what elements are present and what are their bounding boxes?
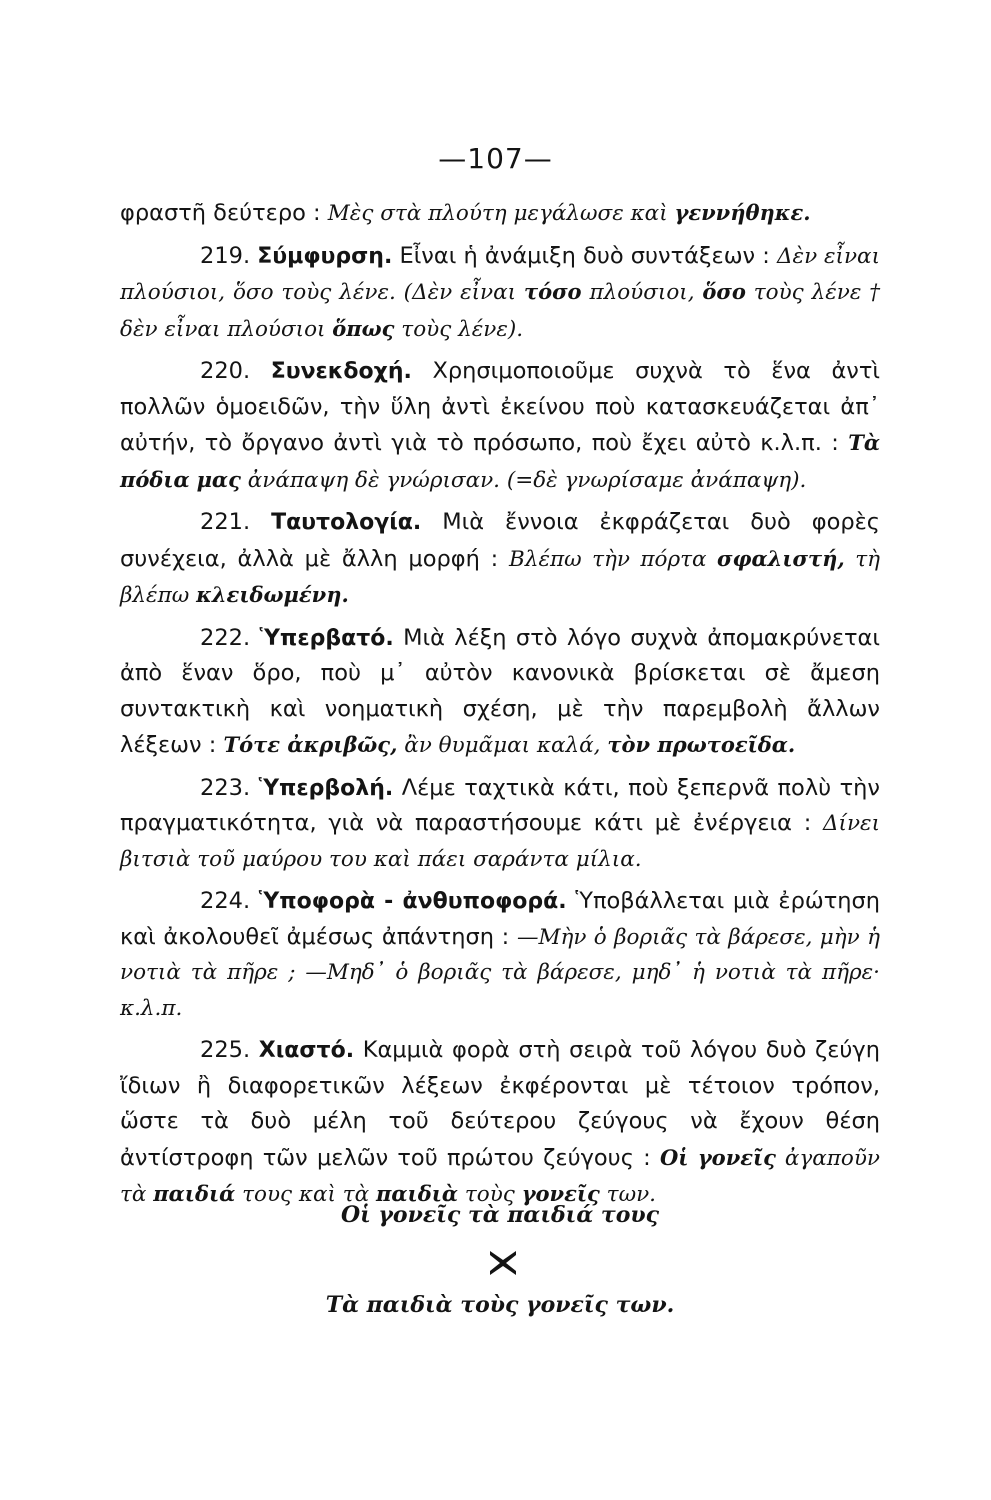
text-run: τὴ βλέπω: [120, 546, 880, 608]
text-run: σφαλιστή,: [717, 545, 845, 571]
section-heading: Ὑπερβατό.: [259, 625, 394, 651]
section-heading: Ταυτολογία.: [271, 510, 422, 535]
paragraph-p218-cont: [120, 195, 880, 232]
text-run: 224.: [200, 888, 259, 914]
text-run: Τὰ πόδια: [120, 430, 880, 492]
text-run: Οἱ γονεῖς: [659, 1144, 776, 1170]
text-run: 221.: [200, 509, 272, 535]
text-run: ὅπως: [332, 315, 395, 341]
text-run: [190, 468, 197, 493]
text-run: Εἶναι ἡ ἀνάμιξη δυὸ συντάξεων :: [392, 242, 778, 269]
text-run: κλειδωμένη.: [196, 582, 349, 607]
text-run: 223.: [200, 774, 259, 801]
chiasm-line-2: Τὰ παιδιὰ τοὺς γονεῖς των.: [325, 1292, 675, 1318]
text-run: 219.: [200, 242, 258, 269]
chiasm-cross-icon: [488, 1248, 518, 1278]
text-run: τὸν πρωτοεῖδα.: [607, 732, 796, 757]
body-text: [120, 195, 880, 1220]
text-run: 225.: [200, 1037, 259, 1063]
text-run: 222.: [200, 624, 260, 651]
paragraph-p225: [120, 1033, 880, 1213]
text-run: Μὲς στὰ πλούτη μεγάλωσε καὶ: [327, 201, 675, 226]
text-run: Μιὰ ἔννοια ἐκφράζεται δυὸ φορὲς συνέχεια, ἀλλὰ μὲ ἄλλη μορφή :: [120, 509, 880, 572]
text-run: Βλέπω τὴν πόρτα: [509, 546, 718, 572]
text-run: τοὺς: [458, 1182, 522, 1207]
text-run: γεννήθηκε.: [674, 200, 811, 225]
text-run: Χρησιμοποιοῦμε συχνὰ τὸ ἕνα ἀντὶ πολλῶν ὁμοειδῶν, τὴν ὕλη ἀντὶ ἐκείνου ποὺ κατασκευάζεται ἀπ᾽ αὐτήν, τὸ ὄργανο ἀντὶ γιὰ τὸ πρόσωπο, ποὺ ἔχει αὐτὸ κ.λ.π. :: [120, 358, 881, 456]
text-run: ὅσο: [702, 279, 746, 304]
text-run: ἂν θυμᾶμαι καλά,: [397, 733, 608, 758]
text-run: Μιὰ λέξη στὸ λόγο συχνὰ ἀπομακρύνεται ἀπὸ ἕναν ὅρο, ποὺ μ᾽ αὐτὸν κανονικὰ βρίσκεται σὲ ἄμεση συντακτικὴ καὶ νοηματικὴ σχέση, μὲ τὴν παρεμβολὴ ἄλλων λέξεων :: [120, 624, 881, 758]
text-run: τόσο: [523, 279, 582, 304]
text-run: Δὲν εἶναι πλούσιοι, ὅσο τοὺς λένε. (Δὲν εἶναι: [120, 243, 880, 305]
page-number: —107—: [438, 142, 553, 175]
text-run: ἀγαποῦν τὰ: [120, 1145, 881, 1207]
section-heading: Χιαστό.: [258, 1038, 355, 1063]
paragraph-p223: [120, 771, 880, 878]
chiasm-line-1: Οἱ γονεῖς τὰ παιδιά τους: [340, 1202, 660, 1228]
text-run: πλούσιοι,: [581, 280, 703, 305]
paragraph-p222: [120, 621, 880, 764]
text-run: τοὺς λένε † δὲν εἶναι πλούσιοι: [120, 280, 880, 342]
text-run: ἀνάπαψη δὲ γνώρισαν. (=δὲ γνωρίσαμε ἀνάπαψη).: [240, 467, 807, 493]
text-run: Λέμε ταχτικὰ κάτι, ποὺ ξεπερνᾶ πολὺ τὴν πραγματικότητα, γιὰ νὰ παραστήσουμε κάτι μὲ ἐνέργεια :: [120, 774, 880, 836]
section-heading: Ὑπερβολή.: [258, 775, 394, 801]
paragraph-p220: [120, 354, 880, 498]
text-run: των.: [599, 1182, 657, 1207]
section-heading: Ὑποφορὰ - ἀνθυποφορά.: [258, 889, 567, 914]
section-heading: Συνεκδοχή.: [270, 359, 412, 384]
text-run: Τότε ἀκριβῶς,: [223, 732, 398, 757]
text-run: παιδιά: [153, 1181, 236, 1206]
text-run: Δίνει βιτσιὰ τοῦ μαύρου του καὶ πάει σαράντα μίλια.: [120, 811, 880, 872]
text-run: φραστῆ δεύτερο :: [120, 200, 328, 226]
section-heading: Σύμφυρση.: [257, 243, 393, 269]
paragraph-p224: [120, 884, 880, 1026]
text-run: παιδιὰ: [376, 1181, 459, 1206]
text-run: μας: [196, 466, 241, 492]
text-run: γονεῖς: [521, 1181, 600, 1206]
text-run: Ὑποβάλλεται μιὰ ἐρώτηση καὶ ἀκολουθεῖ ἀμέσως ἀπάντηση :: [120, 888, 881, 950]
text-run: 220.: [200, 358, 271, 384]
text-run: τοὺς λένε).: [394, 316, 524, 342]
text-run: τους καὶ τὰ: [235, 1182, 377, 1207]
paragraph-p219: [120, 239, 880, 348]
text-run: Καμμιὰ φορὰ στὴ σειρὰ τοῦ λόγου δυὸ ζεύγη ἴδιων ἢ διαφορετικῶν λέξεων ἐκφέρονται μὲ τέτοιον τρόπον, ὥστε τὰ δυὸ μέλη τοῦ δεύτερου ζεύγους νὰ ἔχουν θέση ἀντίστροφη τῶν μελῶν τοῦ πρώτου ζεύγους :: [120, 1037, 881, 1171]
text-run: —Μὴν ὁ βοριᾶς τὰ βάρεσε, μὴν ἡ νοτιὰ τὰ πῆρε ; —Μηδ᾽ ὁ βοριᾶς τὰ βάρεσε, μηδ᾽ ἡ νοτιὰ τὰ πῆρε· κ.λ.π.: [120, 924, 880, 1021]
paragraph-p221: [120, 505, 880, 614]
